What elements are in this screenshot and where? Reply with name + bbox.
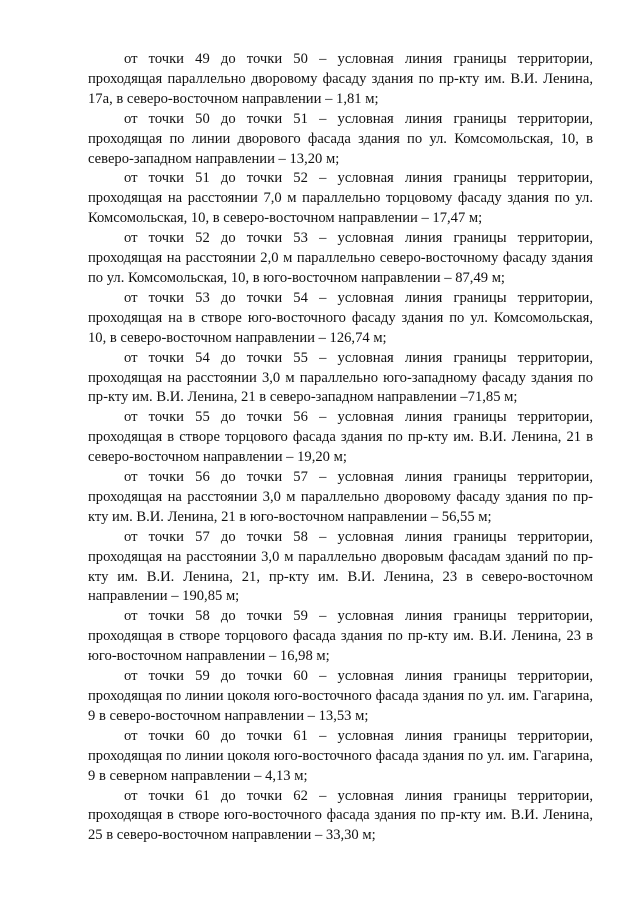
boundary-segment-58-59: от точки 58 до точки 59 – условная линия границы территории, проходящая в створе торцового фасада здания по пр-кту им. В.И. Ленина, 23 в юго-восточном направлении – 16,98 м; [88, 608, 593, 665]
boundary-segment-59-60: от точки 59 до точки 60 – условная линия границы территории, проходящая по линии цоколя юго-восточного фасада здания по ул. им. Гагарина, 9 в северо-восточном направлении – 13,53 м; [88, 668, 593, 724]
boundary-segment-54-55: от точки 54 до точки 55 – условная линия границы территории, проходящая на расстоянии 3,0 м параллельно юго-западному фасаду здания по пр-кту им. В.И. Ленина, 21 в северо-западном направлении –71,85 м; [88, 349, 593, 406]
boundary-segment-56-57: от точки 56 до точки 57 – условная линия границы территории, проходящая на расстоянии 3,0 м параллельно дворовому фасаду здания по пр-кту им. В.И. Ленина, 21 в юго-восточном направлении – 56,55 м; [88, 469, 593, 525]
boundary-segment-50-51: от точки 50 до точки 51 – условная линия границы территории, проходящая по линии дворового фасада здания по ул. Комсомольская, 10, в северо-западном направлении – 13,20 м; [88, 110, 593, 167]
boundary-segment-51-52: от точки 51 до точки 52 – условная линия границы территории, проходящая на расстоянии 7,0 м параллельно торцовому фасаду здания по ул. Комсомольская, 10, в северо-восточном направлении – 17,47 м; [88, 170, 593, 227]
boundary-segment-61-62: от точки 61 до точки 62 – условная линия границы территории, проходящая в створе юго-восточного фасада здания по пр-кту им. В.И. Ленина, 25 в северо-восточном направлении – 33,30 м; [88, 787, 593, 844]
boundary-segment-53-54: от точки 53 до точки 54 – условная линия границы территории, проходящая на в створе юго-восточного фасаду здания по ул. Комсомольская, 10, в северо-восточном направлении – 126,74 м; [88, 289, 593, 346]
boundary-segment-55-56: от точки 55 до точки 56 – условная линия границы территории, проходящая в створе торцового фасада здания по пр-кту им. В.И. Ленина, 21 в северо-восточном направлении – 19,20 м; [88, 409, 593, 466]
document-page [88, 50, 593, 846]
boundary-segment-57-58: от точки 57 до точки 58 – условная линия границы территории, проходящая на расстоянии 3,0 м параллельно дворовым фасадам зданий по пр-кту им. В.И. Ленина, 21, пр-кту им. В.И. Ленина, 23 в северо-восточном направлении – 190,85 м; [88, 528, 593, 605]
boundary-segment-60-61: от точки 60 до точки 61 – условная линия границы территории, проходящая по линии цоколя юго-восточного фасада здания по ул. им. Гагарина, 9 в северном направлении – 4,13 м; [88, 727, 593, 784]
boundary-segment-52-53: от точки 52 до точки 53 – условная линия границы территории, проходящая на расстоянии 2,0 м параллельно северо-восточному фасаду здания по ул. Комсомольская, 10, в юго-восточном направлении – 87,49 м; [88, 230, 593, 286]
boundary-segment-49-50: от точки 49 до точки 50 – условная линия границы территории, проходящая параллельно дворовому фасаду здания по пр-кту им. В.И. Ленина, 17а, в северо-восточном направлении – 1,81 м; [88, 51, 593, 107]
